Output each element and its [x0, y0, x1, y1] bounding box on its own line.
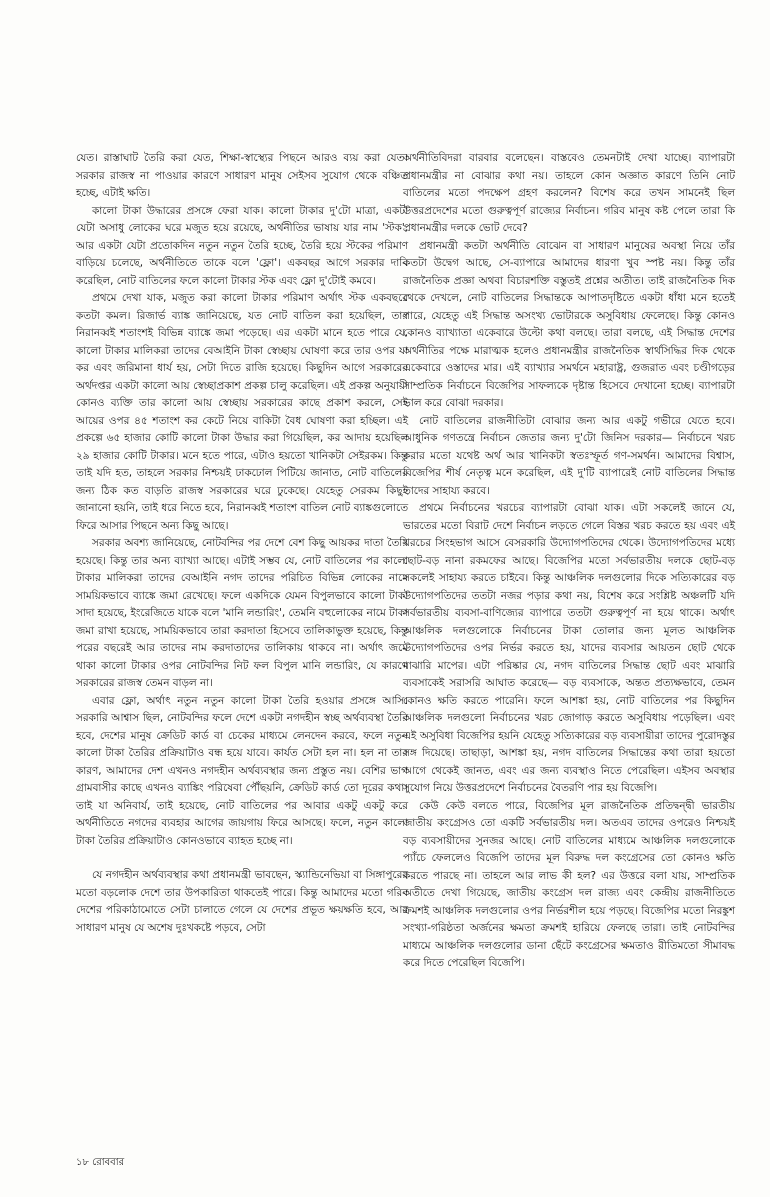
left-column	[76, 150, 408, 937]
paragraph: নোট বাতিলের রাজনীতিটা বোঝার জন্য আর একটু গভীরে যেতে হবে। আধুনিক গণতন্ত্রে নির্বাচন জেতার জন্য দু'টো জিনিস দরকার— নির্বাচনে খরচ করার মতো যথেষ্ট অর্থ আর খানিকটা স্বতঃস্ফূর্ত গণ-সমর্থন। আমাদের বিশ্বাস, বিজেপির শীর্ষ নেতৃত্ব মনে করেছিল, এই দু'টি ব্যাপারেই নোট বাতিলের সিদ্ধান্ত তাদের সাহায্য করবে।	[403, 414, 735, 497]
paragraph: কালো টাকা উদ্ধারের প্রসঙ্গে ফেরা যাক। কালো টাকার দু'টো মাত্রা, একটা যেটা অসাধু লোকের ঘরে মজুত হয়ে রয়েছে, অর্থনীতির ভাষায় যার নাম 'স্টক', আর একটা যেটা প্রতোকদিন নতুন নতুন তৈরি হচ্ছে, তৈরি হয়ে স্টকের পরিমাণ বাড়িয়ে চলেছে, অর্থনীতিতে তাকে বলে 'ফ্লো'। একবছর আগে সরকার দাবি করেছিল, নোট বাতিলের ফলে কালো টাকার স্টক এবং ফ্লো দু'টোই কমবে।	[76, 204, 408, 287]
right-column	[403, 150, 735, 973]
paragraph: প্রধানমন্ত্রী কতটা অর্থনীতি বোঝেন বা সাধারণ মানুষের অবস্থা নিয়ে তাঁর কতটা উদ্বেগ আছে, সে-ব্যাপারে আমাদের ধারণা খুব স্পষ্ট নয়। কিন্তু তাঁর রাজনৈতিক প্রজ্ঞা অথবা বিচারশক্তি বস্তুতই প্রশ্নের অতীত। তাই রাজনৈতিক দিক থেকে দেখলে, নোট বাতিলের সিদ্ধান্তকে আপাতদৃষ্টিতে একটা ধাঁধা মনে হতেই পারে, যেহেতু এই সিদ্ধান্ত অসংখ্য ভোটারকে অসুবিধায় ফেলেছে। কিন্তু কোনও কোনও ব্যাখ্যাতা একেবারে উল্টো কথা বলছে। তারা বলছে, এই সিদ্ধান্ত দেশের অর্থনীতির পক্ষে মারাত্মক হলেও প্রধানমন্ত্রীর রাজনৈতিক স্বার্থসিদ্ধির দিক থেকে একেবারে ওস্তাদের মার। এই ব্যাখ্যার সমর্থনে মহারাষ্ট্র, গুজরাত এবং চণ্ডীগড়ের সাম্প্রতিক নির্বাচনে বিজেপির সাফল্যকে দৃষ্টান্ত হিসেবে দেখানো হচ্ছে। ব্যাপারটা ভাল করে বোঝা দরকার।	[403, 239, 735, 409]
page-footer	[76, 1155, 124, 1172]
page-number-label: ১৮ রোববার	[76, 1157, 125, 1168]
paragraph: অর্থনীতিবিদরা বারবার বলেছেন। বাস্তবেও তেমনটাই দেখা যাচ্ছে। ব্যাপারটা প্রধানমন্ত্রীর না বোঝার কথা নয়। তাহলে কোন অজ্ঞাত কারণে তিনি নোট বাতিলের মতো পদক্ষেপ গ্রহণ করলেন? বিশেষ করে তখন সামনেই ছিল উত্তরপ্রদেশের মতো গুরুত্বপূর্ণ রাজ্যের নির্বাচন। গরিব মানুষ কষ্ট পেলে তারা কি প্রধানমন্ত্রীর দলকে ভোট দেবে?	[403, 152, 735, 234]
paragraph: সরকার অবশ্য জানিয়েছে, নোটবন্দির পর দেশে বেশ কিছু আয়কর দাতা তৈরি হয়েছে। কিন্তু তার অন্য ব্যাখ্যা আছে। এটাই সম্ভব যে, নোট বাতিলের পর কালো টাকার মালিকরা তাদের বেআইনি নগদ তাদের পরিচিত বিভিন্ন লোকের নামে সাময়িকভাবে ব্যাঙ্কে জমা রেখেছে। ফলে একদিকে যেমন বিপুলভাবে কালো টাকা সাদা হয়েছে, ইংরেজিতে যাকে বলে 'মানি লন্ডারিং', তেমনি বহুলোকের নামে টাকা জমা রাখা হয়েছে, সাময়িকভাবে তারা করদাতা হিসেবে তালিকাভুক্ত হয়েছে, কিন্তু পরের বছরেই আর তাদের নাম করদাতাদের তালিকায় থাকবে না। অর্থাৎ জমে থাকা কালো টাকার ওপর নোটবন্দির নিট ফল বিপুল মানি লন্ডারিং, যে কারণে সরকারের রাজস্ব তেমন বাড়ল না।	[76, 537, 408, 689]
paragraph: প্রথমে নির্বাচনের খরচের ব্যাপারটা বোঝা যাক। এটা সকলেই জানে যে, ভারতের মতো বিরাট দেশে নির্বাচন লড়তে গেলে বিস্তর খরচ করতে হয় এবং এই খরচের সিংহভাগ আসে বেসরকারি উদ্যোগপতিদের থেকে। উদ্যোগপতিদের মধ্যে ছোট-বড় নানা রকমফের আছে। বিজেপির মতো সর্বভারতীয় দলকে ছোট-বড় সকলেই সাহায্য করতে চাইবে। কিন্তু আঞ্চলিক দলগুলোর দিকে সত্যিকারের বড় উদ্যোগপতিদের ততটা নজর পড়ার কথা নয়, বিশেষ করে সংশ্লিষ্ট অঞ্চলটি যদি সর্বভারতীয় ব্যবসা-বাণিজ্যের ব্যাপারে ততটা গুরুত্বপূর্ণ না হয়ে থাকে। অর্থাৎ আঞ্চলিক দলগুলোকে নির্বাচনের টাকা তোলার জন্য মূলত আঞ্চলিক উদ্যোগপতিদের ওপর নির্ভর করতে হয়, যাদের ব্যবসার আয়তন ছোট থেকে মাঝারি মাপের। এটা পরিষ্কার যে, নগদ বাতিলের সিদ্ধান্ত ছোট এবং মাঝারি ব্যবসাকেই সরাসরি আঘাত করেছে— বড় ব্যবসাকে, অন্তত প্রত্যক্ষভাবে, তেমন কোনও ক্ষতি করতে পারেনি। ফলে আশঙ্কা হয়, নোট বাতিলের পর কিছুদিন আঞ্চলিক দলগুলো নির্বাচনের খরচ জোগাড় করতে অসুবিধায় পড়েছিল। এবং এই অসুবিধা বিজেপির হয়নি যেহেতু সত্যিকারের বড় ব্যবসায়ীরা তাদের পুরোদস্তুর সঙ্গ দিয়েছে। তাছাড়া, আশঙ্কা হয়, নগদ বাতিলের সিদ্ধান্তের কথা তারা হয়তো আগে থেকেই জানত, এবং এর জন্য ব্যবস্থাও নিতে পেরেছিল। এইসব অবস্থার সুযোগ নিয়ে উত্তরপ্রদেশে নির্বাচনের বৈতরণি পার হয় বিজেপি।	[403, 502, 735, 794]
paragraph: যেত। রাস্তাঘাট তৈরি করা যেত, শিক্ষা-স্বাস্থ্যের পিছনে আরও ব্যয় করা যেত। সরকার রাজস্ব না পাওয়ার কারণে সাধারণ মানুষ সেইসব সুযোগ থেকে বঞ্চিত হচ্ছে, এটাই ক্ষতি।	[76, 152, 408, 199]
paragraph: এবার ফ্লো, অর্থাৎ নতুন নতুন কালো টাকা তৈরি হওয়ার প্রসঙ্গে আসি। সরকারি আশ্বাস ছিল, নোটবন্দির ফলে দেশে একটা নগদহীন স্বচ্ছ অর্থব্যবস্থা তৈরি হবে, দেশের মানুষ ক্রেডিট কার্ড বা চেকের মাধ্যমে লেনদেন করবে, ফলে নতুন কালো টাকা তৈরির প্রক্রিয়াটাও বন্ধ হয়ে যাবে। কার্যত সেটা হল না। হল না তার কারণ, আমাদের দেশ এখনও নগদহীন অর্থব্যবস্থার জন্য প্রস্তুত নয়। বেশির ভাগ গ্রামবাসীর কাছে এখনও ব্যাঙ্কিং পরিষেবা পৌঁছয়নি, ক্রেডিট কার্ড তো দূরের কথা। তাই যা অনিবার্য, তাই হয়েছে, নোট বাতিলের পর আবার একটু একটু করে অর্থনীতিতে নগদের ব্যবহার আগের জায়গায় ফিরে আসছে। ফলে, নতুন কালো টাকা তৈরির প্রক্রিয়াটাও কোনওভাবে ব্যাহত হচ্ছে না।	[76, 694, 408, 847]
paragraph: কেউ কেউ বলতে পারে, বিজেপির মূল রাজনৈতিক প্রতিদ্বন্দ্বী ভারতীয় জাতীয় কংগ্রেসও তো একটি সর্বভারতীয় দল। অতএব তাদের ওপরেও নিশ্চয়ই বড় ব্যবসায়ীদের সুনজর আছে। নোট বাতিলের মাধ্যমে আঞ্চলিক দলগুলোকে প্যাঁচে ফেললেও বিজেপি তাদের মূল বিরুদ্ধ দল কংগ্রেসের তো কোনও ক্ষতি করতে পারছে না। তাহলে আর লাভ কী হল? এর উত্তরে বলা যায়, সাম্প্রতিক অতীতে দেখা গিয়েছে, জাতীয় কংগ্রেস দল রাজ্য এবং কেন্দ্রীয় রাজনীতিতে ক্রমশই আঞ্চলিক দলগুলোর ওপর নির্ভরশীল হয়ে পড়ছে। বিজেপির মতো নিরঙ্কুশ সংখ্যা-গরিষ্ঠতা অর্জনের ক্ষমতা ক্রমশই হারিয়ে ফেলছে তারা। তাই নোটবন্দির মাধ্যমে আঞ্চলিক দলগুলোর ডানা ছেঁটে কংগ্রেসের ক্ষমতাও রীতিমতো সীমাবদ্ধ করে দিতে পেরেছিল বিজেপি।	[403, 799, 735, 969]
paragraph: প্রথমে দেখা যাক, মজুত করা কালো টাকার পরিমাণ অর্থাৎ স্টক একবছরে কতটা কমল। রিজার্ভ ব্যাঙ্ক জানিয়েছে, যত নোট বাতিল করা হয়েছিল, তার নিরানব্বই শতাংশই বিভিন্ন ব্যাঙ্কে জমা পড়েছে। এর একটা মানে হতে পারে যে, কালো টাকার মালিকরা তাদের বেআইনি টাকা স্বেচ্ছায় ঘোষণা করে তার ওপর যা কর এবং জরিমানা ধার্য হয়, সেটা দিতে রাজি হয়েছে। কিছুদিন আগে সরকারের অর্থদপ্তর একটা কালো আয় স্বেচ্ছাপ্রকাশ প্রকল্প চালু করেছিল। এই প্রকল্প অনুযায়ী কোনও ব্যক্তি তার কালো আয় স্বেচ্ছায় সরকারের কাছে প্রকাশ করলে, সেই আয়ের ওপর ৪৫ শতাংশ কর কেটে নিয়ে বাকিটা বৈধ ঘোষণা করা হচ্ছিল। এই প্রকল্পে ৬৫ হাজার কোটি কালো টাকা উদ্ধার করা গিয়েছিল, কর আদায় হয়েছিল ২৯ হাজার কোটি টাকার। মনে হতে পারে, এটাও হয়তো খানিকটা সেইরকম। কিন্তু তাই যদি হত, তাহলে সরকার নিশ্চয়ই ঢাকঢোল পিটিয়ে জানাত, নোট বাতিলের জন্য ঠিক কত বাড়তি রাজস্ব সরকারের ঘরে ঢুকেছে। যেহেতু সেরকম কিছুই জানানো হয়নি, তাই ধরে নিতে হবে, নিরানব্বই শতাংশ বাতিল নোট ব্যাঙ্কগুলোতে ফিরে আসার পিছনে অন্য কিছু আছে।	[76, 292, 408, 532]
paragraph: যে নগদহীন অর্থব্যবস্থার কথা প্রধানমন্ত্রী ভাবছেন, স্ক্যান্ডিনেভিয়া বা সিঙ্গাপুরের মতো বড়লোক দেশে তার উপকারিতা থাকতেই পারে। কিন্তু আমাদের মতো গরিব দেশের পরিকাঠামোতে সেটা চালাতে গেলে যে দেশের প্রভূত ক্ষয়ক্ষতি হবে, আর সাধারণ মানুষ যে অশেষ দুঃখকষ্টে পড়বে, সেটা	[76, 869, 408, 934]
